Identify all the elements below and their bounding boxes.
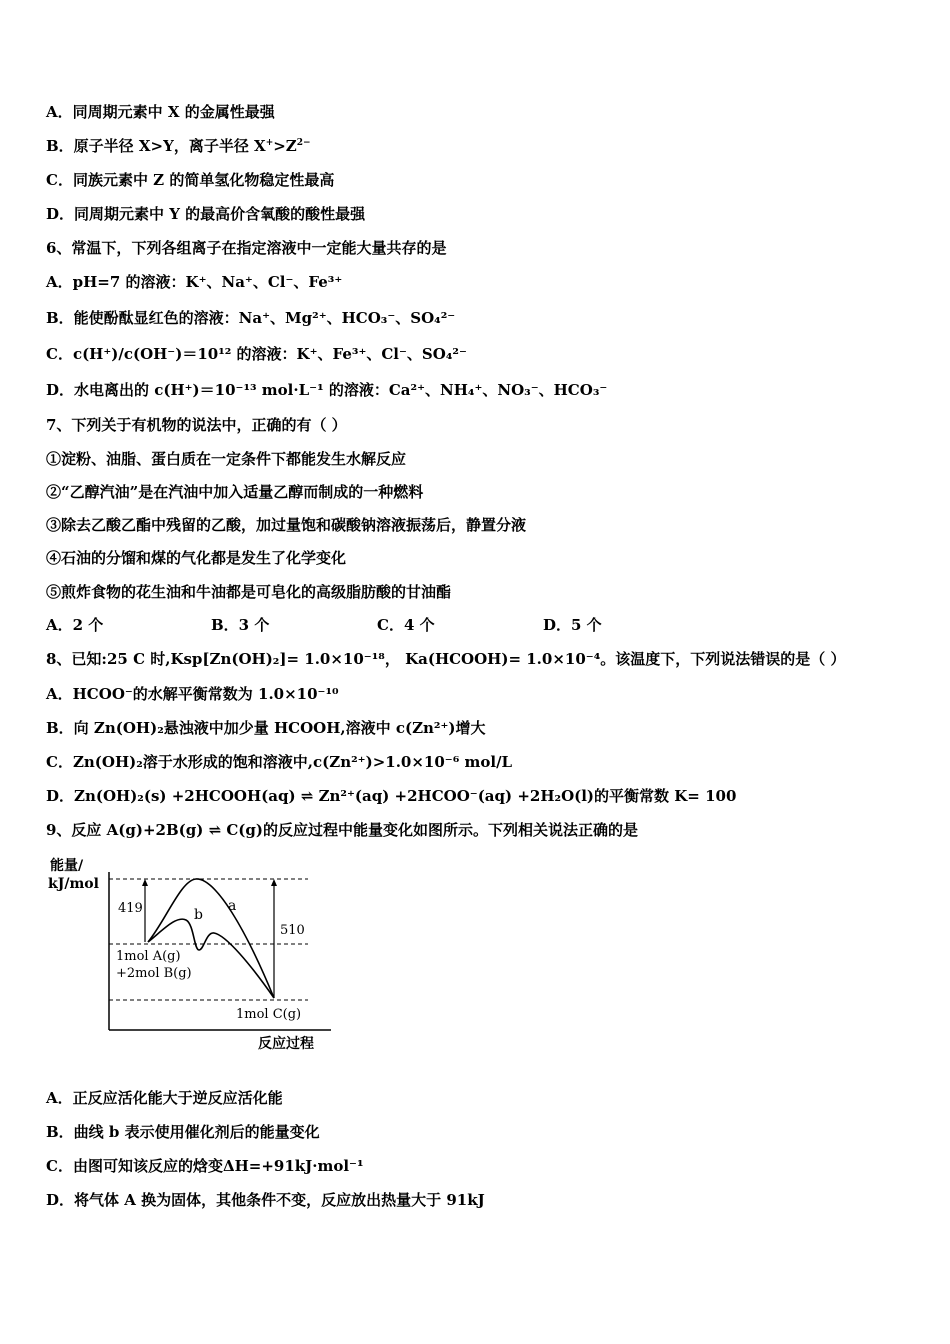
product-label: 1mol C(g) [236,1007,302,1022]
q7-option-d: D．5 个 [543,616,602,634]
reactant-label-1: 1mol A(g) [116,949,181,964]
q5-option-b [46,136,311,156]
curve-a-label: a [228,898,237,914]
reactant-label-2: +2mol B(g) [116,966,192,981]
q8-option-b: B．向 Zn(OH)₂悬浊液中加少量 HCOOH,溶液中 c(Zn²⁺)增大 [46,719,486,737]
q7-option-c: C．4 个 [377,616,435,634]
q7-item-3: ③除去乙酸乙酯中残留的乙酸，加过量饱和碳酸钠溶液振荡后，静置分液 [46,516,527,534]
q7-item-5: ⑤煎炸食物的花生油和牛油都是可皂化的高级脂肪酸的甘油酯 [46,583,452,601]
energy-diagram [46,850,336,1055]
q6-option-a: A．pH=7 的溶液：K⁺、Na⁺、Cl⁻、Fe³⁺ [46,273,343,291]
q6-stem: 6、常温下，下列各组离子在指定溶液中一定能大量共存的是 [46,239,447,257]
curve-b-label: b [194,907,203,923]
q7-option-b: B．3 个 [211,616,270,634]
label-419: 419 [118,901,143,916]
y-axis-label-1: 能量/ [50,858,84,874]
q8-option-c: C．Zn(OH)₂溶于水形成的饱和溶液中,c(Zn²⁺)>1.0×10⁻⁶ mol/L [46,753,513,771]
q9-stem: 9、反应 A(g)+2B(g) ⇌ C(g)的反应过程中能量变化如图所示。下列相关说法正确的是 [46,821,638,839]
q6-option-c: C．c(H⁺)/c(OH⁻)＝10¹² 的溶液：K⁺、Fe³⁺、Cl⁻、SO₄²⁻ [46,345,467,363]
q5-option-d: D．同周期元素中 Y 的最高价含氧酸的酸性最强 [46,205,366,223]
q9-option-d: D．将气体 A 换为固体，其他条件不变，反应放出热量大于 91kJ [46,1191,485,1209]
label-510: 510 [280,923,305,938]
y-axis-label-2: kJ/mol [48,876,99,892]
q5-option-b-compare: >Z [273,137,297,155]
q9-option-b: B．曲线 b 表示使用催化剂后的能量变化 [46,1123,320,1141]
q8-option-a: A．HCOO⁻的水解平衡常数为 1.0×10⁻¹⁰ [46,685,339,703]
arrow-510-head [271,879,277,886]
q6-option-b: B．能使酚酞显红色的溶液：Na⁺、Mg²⁺、HCO₃⁻、SO₄²⁻ [46,309,456,327]
x-axis-label: 反应过程 [258,1036,314,1052]
q7-item-4: ④石油的分馏和煤的气化都是发生了化学变化 [46,549,347,567]
q7-stem: 7、下列关于有机物的说法中，正确的有（ ） [46,416,347,434]
q7-option-a: A．2 个 [46,616,104,634]
q5-option-b-charge-z: 2− [296,138,311,148]
q5-option-a: A．同周期元素中 X 的金属性最强 [46,103,275,121]
q6-option-d: D．水电离出的 c(H⁺)＝10⁻¹³ mol·L⁻¹ 的溶液：Ca²⁺、NH₄⁺、NO₃⁻、HCO₃⁻ [46,381,608,399]
q5-option-c: C．同族元素中 Z 的简单氢化物稳定性最高 [46,171,335,189]
q8-stem: 8、已知:25 C 时,Ksp[Zn(OH)₂]= 1.0×10⁻¹⁸， Ka(HCOOH)= 1.0×10⁻⁴。该温度下，下列说法错误的是（ ） [46,650,846,668]
q7-item-2: ②“乙醇汽油”是在汽油中加入适量乙醇而制成的一种燃料 [46,483,424,501]
q5-option-b-charge-x: + [265,138,274,148]
q8-option-d: D．Zn(OH)₂(s) +2HCOOH(aq) ⇌ Zn²⁺(aq) +2HCOO⁻(aq) +2H₂O(l)的平衡常数 K= 100 [46,787,737,805]
arrow-419-head [142,879,148,886]
q7-item-1: ①淀粉、油脂、蛋白质在一定条件下都能发生水解反应 [46,450,407,468]
q9-option-a: A．正反应活化能大于逆反应活化能 [46,1089,283,1107]
q5-option-b-text: B．原子半径 X>Y，离子半径 X [46,137,266,155]
q9-option-c: C．由图可知该反应的焓变ΔH=+91kJ·mol⁻¹ [46,1157,364,1175]
